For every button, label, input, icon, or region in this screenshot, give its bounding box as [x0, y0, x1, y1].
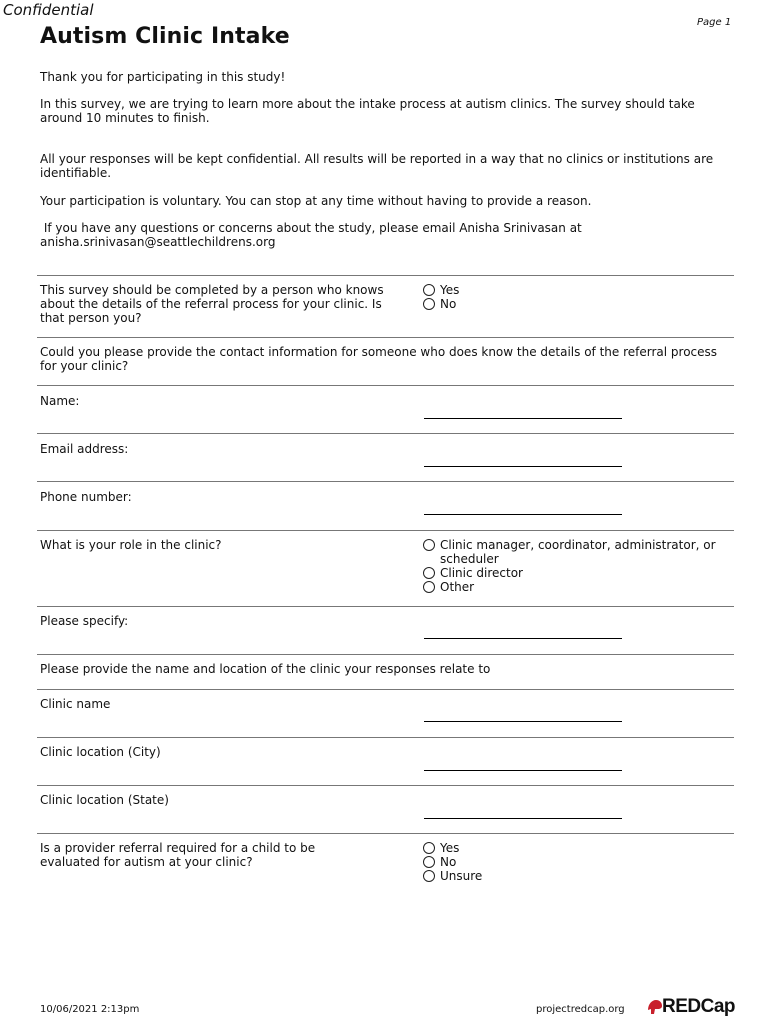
- divider: [37, 654, 734, 655]
- radio-button[interactable]: [423, 567, 435, 579]
- divider: [37, 785, 734, 786]
- confidential-label: Confidential: [3, 1, 94, 19]
- question-clinic-city: Clinic location (City): [40, 745, 161, 759]
- divider: [37, 606, 734, 607]
- question-contact-info: Could you please provide the contact information for someone who does know the details of the referral process for your clinic?: [40, 345, 718, 373]
- option-yes[interactable]: [423, 841, 723, 855]
- section-clinic-info: Please provide the name and location of the clinic your responses relate to: [40, 662, 491, 676]
- radio-button[interactable]: [423, 581, 435, 593]
- divider: [37, 481, 734, 482]
- clinic-name-field[interactable]: [424, 721, 622, 722]
- radio-button[interactable]: [423, 870, 435, 882]
- question-is-referral-person: This survey should be completed by a person who knows about the details of the referral process for your clinic. Is that person you?: [40, 283, 384, 325]
- question-specify: Please specify:: [40, 614, 129, 628]
- option-label: No: [440, 297, 457, 311]
- option-label: Clinic manager, coordinator, administrator, or scheduler: [440, 538, 716, 566]
- option-label: Yes: [440, 841, 460, 855]
- question-phone: Phone number:: [40, 490, 132, 504]
- q1-options: [423, 283, 723, 311]
- option-no[interactable]: [423, 297, 723, 311]
- intro-contact: If you have any questions or concerns about the study, please email Anisha Srinivasan at anisha.srinivasan@seattlechildrens.org: [40, 221, 586, 249]
- divider: [37, 385, 734, 386]
- radio-button[interactable]: [423, 298, 435, 310]
- redcap-logo: [645, 996, 735, 1018]
- option-clinic-director[interactable]: [423, 566, 723, 580]
- radio-button[interactable]: [423, 284, 435, 296]
- option-yes[interactable]: [423, 283, 723, 297]
- divider: [37, 433, 734, 434]
- option-unsure[interactable]: [423, 869, 723, 883]
- divider: [37, 530, 734, 531]
- divider: [37, 337, 734, 338]
- question-referral-required: Is a provider referral required for a child to be evaluated for autism at your clinic?: [40, 841, 316, 869]
- divider: [37, 275, 734, 276]
- clinic-city-field[interactable]: [424, 770, 622, 771]
- intro-purpose: In this survey, we are trying to learn more about the intake process at autism clinics. The survey should take around 10 minutes to finish.: [40, 97, 695, 125]
- phone-field[interactable]: [424, 514, 622, 515]
- radio-button[interactable]: [423, 842, 435, 854]
- option-label: Unsure: [440, 869, 483, 883]
- question-name: Name:: [40, 394, 80, 408]
- footer-timestamp: 10/06/2021 2:13pm: [40, 1004, 140, 1015]
- option-label: Clinic director: [440, 566, 523, 580]
- radio-button[interactable]: [423, 856, 435, 868]
- question-email: Email address:: [40, 442, 129, 456]
- option-label: No: [440, 855, 457, 869]
- referral-options: [423, 841, 723, 883]
- option-no[interactable]: [423, 855, 723, 869]
- intro-confidentiality: All your responses will be kept confidential. All results will be reported in a way that no clinics or institutions are identifiable.: [40, 152, 714, 180]
- question-role: What is your role in the clinic?: [40, 538, 222, 552]
- option-label: Other: [440, 580, 475, 594]
- clinic-state-field[interactable]: [424, 818, 622, 819]
- name-field[interactable]: [424, 418, 622, 419]
- option-label: Yes: [440, 283, 460, 297]
- intro-voluntary: Your participation is voluntary. You can stop at any time without having to provide a reason.: [40, 194, 592, 208]
- footer-link[interactable]: projectredcap.org: [536, 1004, 625, 1015]
- page-number: Page 1: [697, 17, 732, 28]
- intro-thanks: Thank you for participating in this study!: [40, 70, 286, 84]
- question-clinic-name: Clinic name: [40, 697, 111, 711]
- option-clinic-manager[interactable]: [423, 538, 723, 566]
- email-field[interactable]: [424, 466, 622, 467]
- radio-button[interactable]: [423, 539, 435, 551]
- page-title: Autism Clinic Intake: [40, 24, 290, 49]
- divider: [37, 689, 734, 690]
- divider: [37, 833, 734, 834]
- divider: [37, 737, 734, 738]
- logo-text: REDCap: [662, 996, 736, 1017]
- question-clinic-state: Clinic location (State): [40, 793, 169, 807]
- specify-field[interactable]: [424, 638, 622, 639]
- option-other[interactable]: [423, 580, 723, 594]
- role-options: [423, 538, 723, 594]
